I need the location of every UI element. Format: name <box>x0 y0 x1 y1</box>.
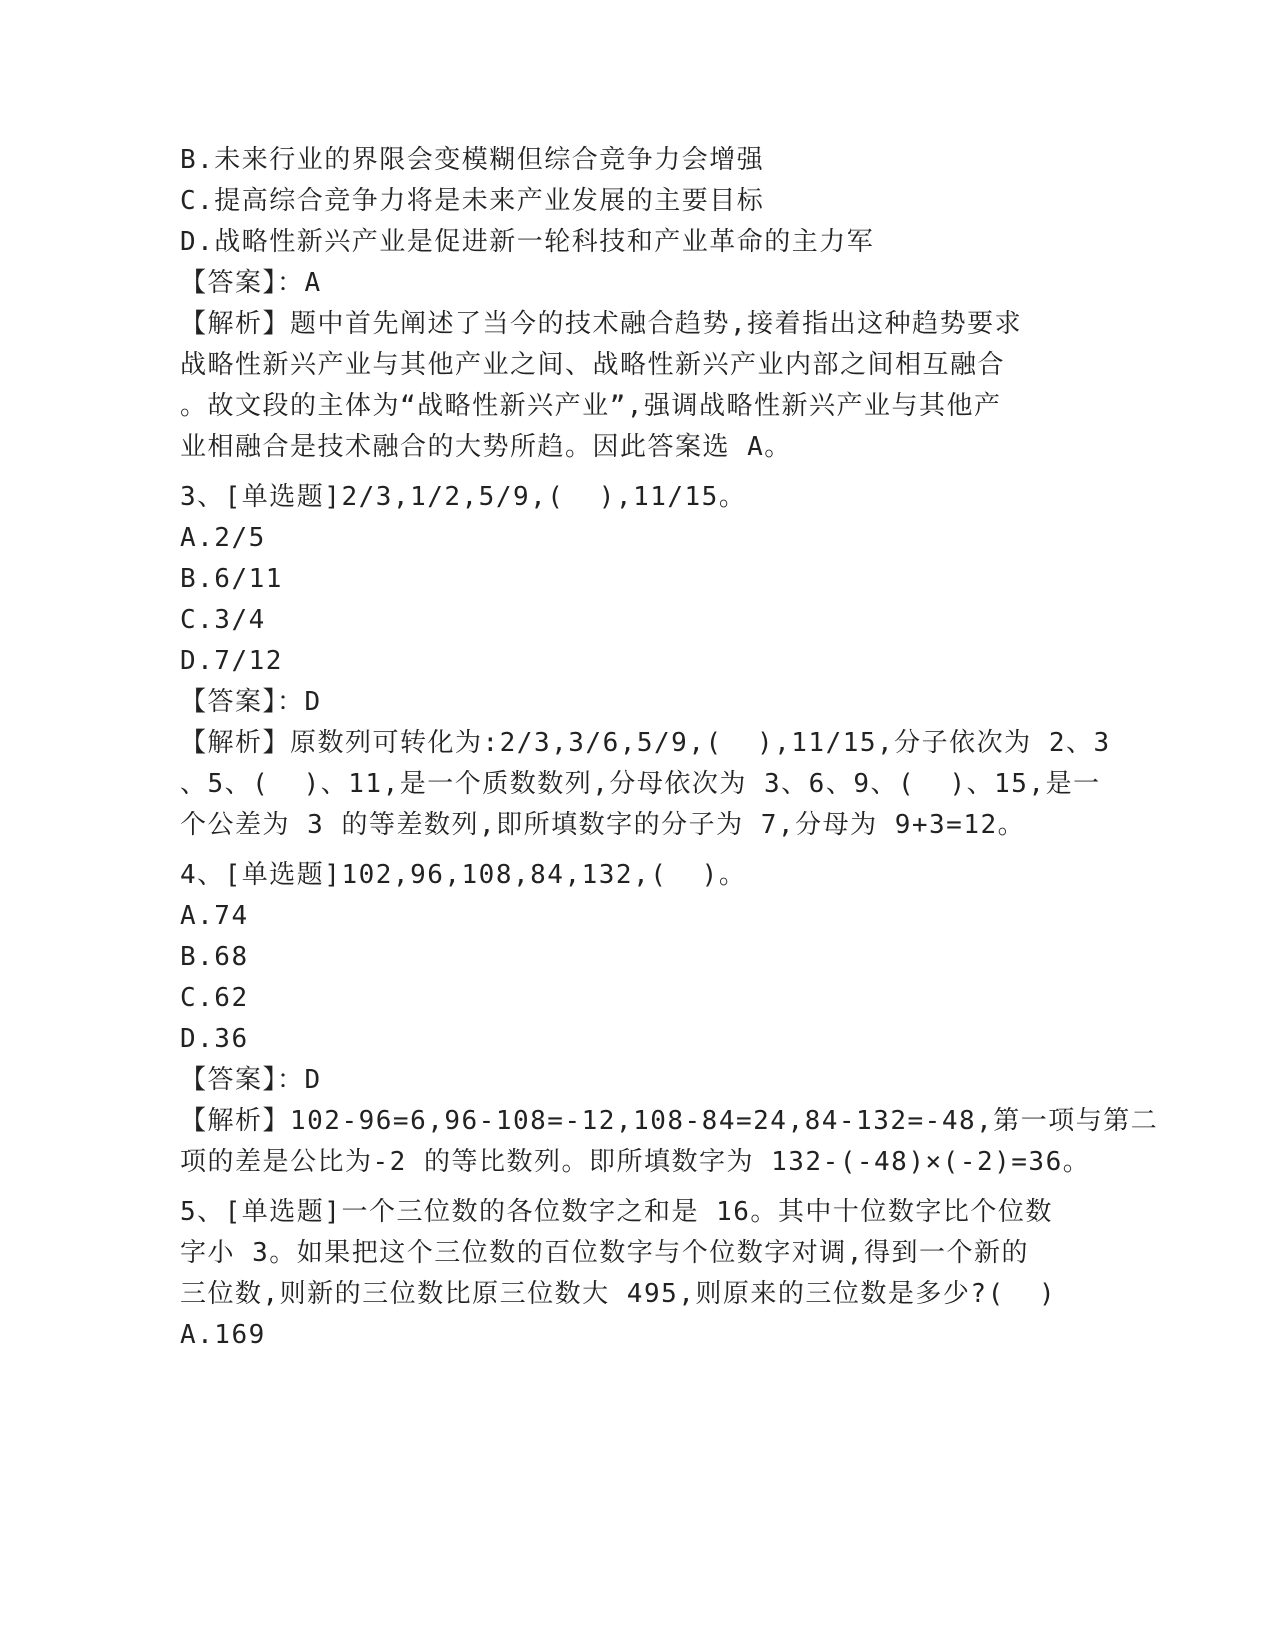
q4-answer: 【答案】：D <box>180 1065 322 1095</box>
q4-stem: 4、[单选题]102,96,108,84,132,( )。 <box>180 860 747 890</box>
q4-option-d: D.36 <box>180 1024 249 1054</box>
q4-option-a: A.74 <box>180 901 249 931</box>
q3-analysis-line: 【解析】原数列可转化为:2/3,3/6,5/9,( ),11/15,分子依次为 2、3 <box>180 728 1111 758</box>
q2-option-b: B.未来行业的界限会变模糊但综合竞争力会增强 <box>180 145 765 175</box>
q4-option-b: B.68 <box>180 942 249 972</box>
q2-analysis-line: 。故文段的主体为“战略性新兴产业”,强调战略性新兴产业与其他产 <box>180 391 1002 421</box>
q2-analysis-line: 【解析】题中首先阐述了当今的技术融合趋势,接着指出这种趋势要求 <box>180 309 1023 339</box>
q3-option-a: A.2/5 <box>180 523 266 553</box>
q3-option-c: C.3/4 <box>180 605 266 635</box>
document-page <box>180 140 1159 1356</box>
q3-stem: 3、[单选题]2/3,1/2,5/9,( ),11/15。 <box>180 482 747 512</box>
q3-answer: 【答案】：D <box>180 687 322 717</box>
q2-analysis-line: 业相融合是技术融合的大势所趋。因此答案选 A。 <box>180 432 792 462</box>
q4-analysis-line: 【解析】102-96=6,96-108=-12,108-84=24,84-132=-48,第一项与第二 <box>180 1106 1159 1136</box>
q2-analysis-line: 战略性新兴产业与其他产业之间、战略性新兴产业内部之间相互融合 <box>180 350 1006 380</box>
q5-stem-line: 三位数,则新的三位数比原三位数大 495,则原来的三位数是多少?( ) <box>180 1279 1057 1309</box>
q3-option-d: D.7/12 <box>180 646 283 676</box>
q3-analysis-line: 个公差为 3 的等差数列,即所填数字的分子为 7,分母为 9+3=12。 <box>180 810 1026 840</box>
q3-option-b: B.6/11 <box>180 564 283 594</box>
q4-analysis-line: 项的差是公比为-2 的等比数列。即所填数字为 132-(-48)×(-2)=36。 <box>180 1147 1091 1177</box>
question-5-block <box>180 1192 1057 1356</box>
question-2-block <box>180 140 1040 468</box>
question-4-block <box>180 855 1159 1183</box>
q3-analysis-line: 、5、( )、11,是一个质数数列,分母依次为 3、6、9、( )、15,是一 <box>180 769 1101 799</box>
q2-answer: 【答案】：A <box>180 268 322 298</box>
q5-stem-line: 字小 3。如果把这个三位数的百位数字与个位数字对调,得到一个新的 <box>180 1238 1029 1268</box>
q2-option-c: C.提高综合竞争力将是未来产业发展的主要目标 <box>180 186 765 216</box>
q5-stem-line: 5、[单选题]一个三位数的各位数字之和是 16。其中十位数字比个位数 <box>180 1197 1053 1227</box>
q2-option-d: D.战略性新兴产业是促进新一轮科技和产业革命的主力军 <box>180 227 875 257</box>
question-3-block <box>180 477 1111 846</box>
q4-option-c: C.62 <box>180 983 249 1013</box>
q5-option-a: A.169 <box>180 1320 266 1350</box>
